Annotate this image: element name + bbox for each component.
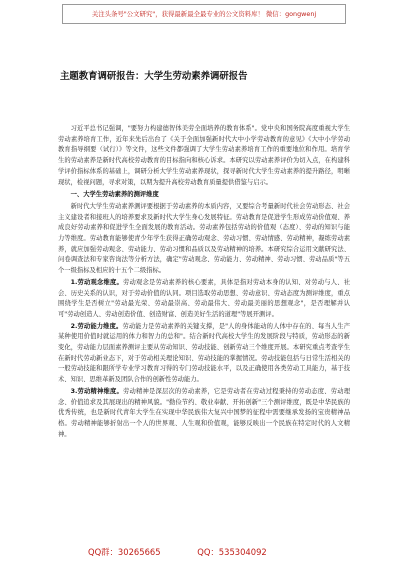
promo-banner: 关注头条号"公文研究"，获得最新最全最专业的公文资料库！ 微信：gongwenj — [62, 4, 346, 24]
spirit-label: 3.劳动精神维度。 — [70, 387, 123, 395]
concept-paragraph — [58, 278, 350, 321]
spirit-text: 劳动精神是深层次的劳动素养，它是劳动者在劳动过程秉持的劳动态度、劳动理念、价值追求及其展现出的精神风貌。"勤俭节约、敬业奉献、开拓创新"三个测评维度，既是中华民族的优秀传统，也是新时代青年大学生在实现中华民族伟大复兴中国梦的征程中需要继承发扬的宝贵精神品格。劳动精神能够折射出一个人的世界观、人生观和价值观，能够反映出一个民族在特定时代的人文精神。 — [58, 387, 350, 438]
ability-paragraph — [58, 322, 350, 386]
concept-label: 1.劳动观念维度。 — [70, 278, 123, 286]
spirit-paragraph — [58, 387, 350, 441]
qq-group: QQ群：30265665 — [88, 547, 161, 557]
concept-text: 劳动观念是劳动素养的核心要素，具体是指对劳动本身的认知、对劳动与人、社会、历史关系的认识，对于劳动价值的认同。项目选取劳动思想、劳动意识、劳动态度为测评维度，重点围绕学生是否树立"劳动最光荣、劳动最崇高、劳动最伟大、劳动最美丽的思想观念"，是否理解并认可"劳动创造人、劳动创造价值、创造财富、创造美好生活的道理"等展开测评。 — [58, 278, 350, 318]
contact-footer — [88, 546, 328, 558]
ability-label: 2.劳动能力维度。 — [70, 322, 123, 330]
ability-text: 劳动能力是劳动素养的关键支撑，是"人的身体能动的人体中存在的、每当人生产某种使用价值时就运用的体力和智力的总和"。结合新时代高校大学生的发展阶段与特质，劳动形态的新变化，劳动能力层面素养测评主要从劳动知识、劳动技能、创新劳动三个维度开展。本研究重点考查学生在新时代劳动新业态下，对于劳动相关理论知识、劳动技能的掌握情况。劳动技能包括与日常生活相关的一般劳动技能和跟所学专业学习教育习得的专门劳动技能水平，以及正确使用各类劳动工具能力，基于技术、知识、思维革新及团队合作的创新性劳动能力。 — [58, 322, 350, 384]
qq-number: QQ：535304092 — [197, 547, 267, 557]
section-paragraph: 新时代大学生劳动素养测评要根据于劳动素养的本质内容，又要综合考量新时代社会劳动形态、社会主义建设者和接班人的培养要求及新时代大学生身心发展特征。劳动教育是促进学生形成劳动价值观、养成良好劳动素养和促进学生全面发展的教育活动。劳动素养包括劳动的价值观（态度）、劳动的知识与能力等维度。劳动教育能够使青少年学生获得正确劳动观念、劳动习惯、劳动情感、劳动精神，凝练劳动素养，就应加强劳动观念、劳动能力、劳动习惯和品质以及劳动精神的培养。本研究综合运用文献研究法、问卷调查法和专家咨询法等分析方法，确定"劳动观念、劳动能力、劳动精神、劳动习惯、劳动品质"等五个一级指标及相应的十五个二级指标。 — [58, 202, 350, 275]
document-title: 主题教育调研报告：大学生劳动素养调研报告 — [60, 71, 248, 82]
section-heading: 一、大学生劳动素养的测评维度 — [70, 191, 159, 199]
intro-paragraph: 习近平总书记强调，"要努力构建德智体美劳全面培养的教育体系"。党中央和国务院高度重视大学生劳动素养培育工作，近年来先后出台了《关于全面加强新时代大中小学劳动教育的意见》《大中小学劳动教育指导纲要（试行）》等文件，这些文件都强调了大学生劳动素养培育工作的重要地位和作用。培育学生的劳动素养是新时代高校劳动教育的目标指向和核心诉求。本研究以劳动素养评价为切入点，在构建科学评价指标体系的基础上，调研分析大学生劳动素养现状，探寻新时代大学生劳动素养的提升路径，明晰现状，检视问题，寻求对策，以期为提升高校劳动教育质量提供借鉴与启示。 — [58, 125, 350, 186]
document-body — [58, 124, 350, 441]
